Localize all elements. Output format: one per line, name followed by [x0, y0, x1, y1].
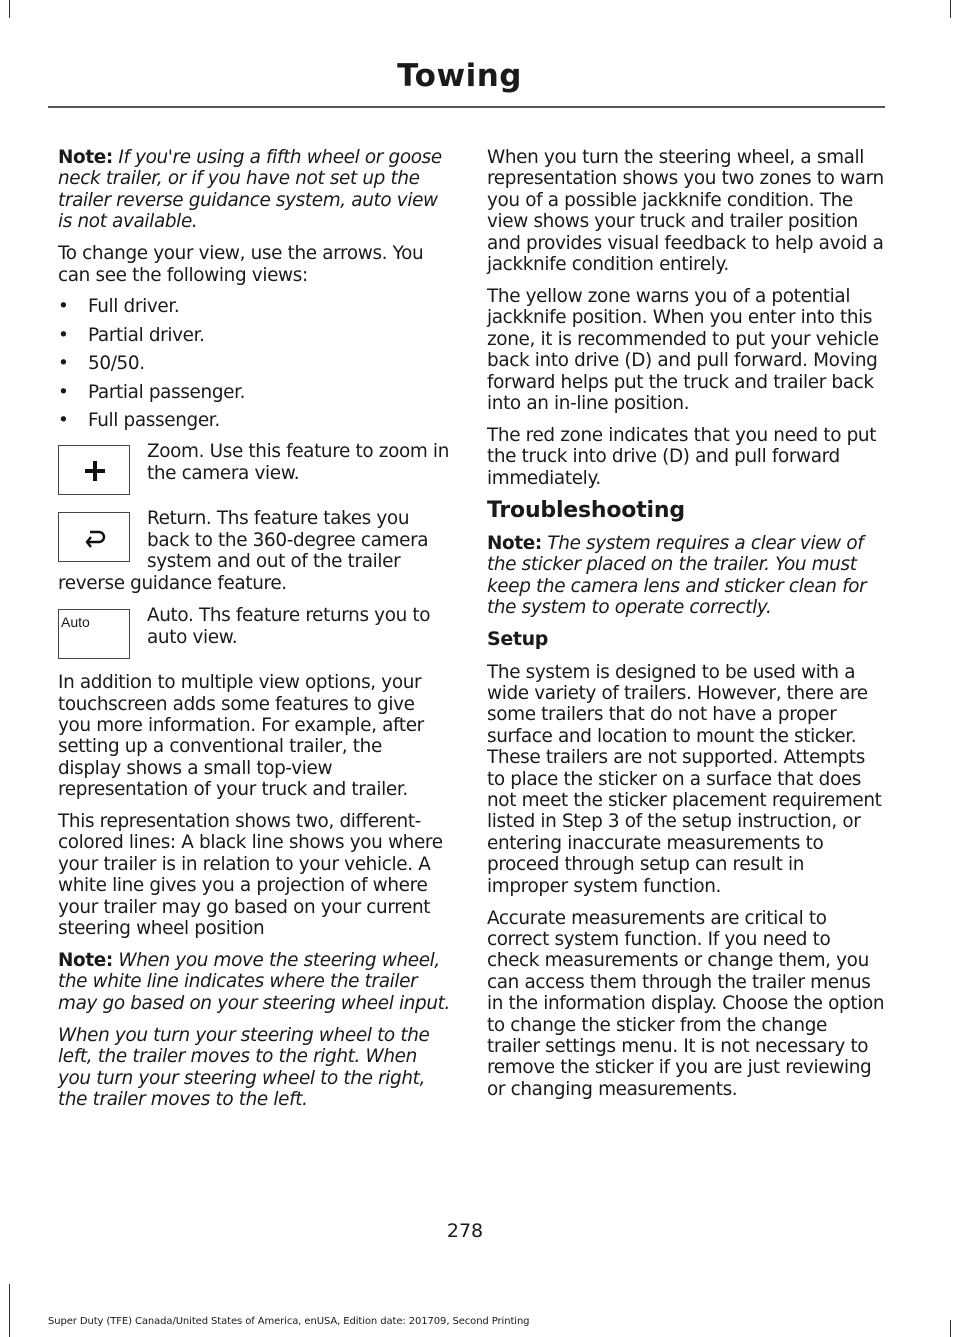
yellow-zone-paragraph: The yellow zone warns you of a potential jackknife position. When you enter into this zone, it is recommended to put your vehicle back into drive (D) and pull forward. Moving forward helps put the truck and trailer back into an in-line position.	[487, 285, 879, 414]
note-paragraph	[487, 533, 885, 619]
note-text: When you move the steering wheel, the white line indicates where the trailer may go based on your steering wheel input.	[58, 949, 450, 1014]
return-text: Return. Ths feature takes you back to the 360-degree camera system and out of the trailer reverse guidance feature.	[58, 508, 429, 594]
return-arrow-icon	[82, 525, 108, 551]
page-number: 278	[446, 1220, 484, 1242]
lines-paragraph: This representation shows two, different-colored lines: A black line shows you where your trailer is in relation to your vehicle. A white line gives you a projection of where your trailer may go based on your current steering wheel position	[58, 811, 443, 940]
auto-description	[58, 605, 450, 661]
crop-mark-top-left	[9, 0, 10, 18]
turn-paragraph: When you turn the steering wheel, a small representation shows you two zones to warn you of a possible jackknife condition. The view shows your truck and trailer position and provides visual feedback to help avoid a jackknife condition entirely.	[487, 147, 884, 276]
measurements-paragraph: Accurate measurements are critical to correct system function. If you need to check measurements or change them, you can access them through the trailer menus in the information display. Choose the option to change the sticker from the change trailer settings menu. It is not necessary to remove the sticker if you are just reviewing or changing measurements.	[487, 907, 885, 1100]
page-title: Towing	[397, 58, 522, 94]
note-paragraph	[58, 147, 450, 233]
note-text: The system requires a clear view of the sticker placed on the trailer. You must keep the camera lens and sticker clean for the system to operate correctly.	[487, 533, 867, 619]
note-label: Note:	[58, 147, 113, 168]
setup-heading: Setup	[487, 628, 549, 651]
list-item: • 50/50.	[58, 353, 450, 374]
views-intro: To change your view, use the arrows. You can see the following views:	[58, 243, 424, 286]
plus-icon	[82, 458, 108, 484]
list-item: • Full passenger.	[58, 410, 450, 431]
footer-edition-text: Super Duty (TFE) Canada/United States of America, enUSA, Edition date: 201709, Second Printing	[48, 1316, 530, 1327]
note-paragraph	[58, 950, 450, 1014]
touchscreen-paragraph: In addition to multiple view options, your touchscreen adds some features to give you more information. For example, after setting up a conventional trailer, the display shows a small top-view representation of your truck and trailer.	[58, 672, 424, 801]
zoom-text: Zoom. Use this feature to zoom in the camera view.	[147, 441, 449, 484]
right-column	[487, 147, 885, 1111]
zoom-button-illustration	[58, 445, 130, 495]
auto-icon: Auto	[61, 614, 90, 631]
zoom-description	[58, 441, 450, 497]
list-item: • Full driver.	[58, 296, 450, 317]
troubleshooting-heading: Troubleshooting	[487, 497, 685, 523]
list-item: • Partial passenger.	[58, 382, 450, 403]
header-divider	[48, 106, 885, 108]
crop-mark-bottom-left	[9, 1284, 10, 1337]
setup-paragraph: The system is designed to be used with a wide variety of trailers. However, there are some trailers that do not have a proper surface and location to mount the sticker. These trailers are not supported. Attempts to place the sticker on a surface that does not meet the sticker placement requirement listed in Step 3 of the setup instruction, or entering inaccurate measurements to proceed through setup can result in improper system function.	[487, 661, 882, 897]
return-button-illustration	[58, 512, 130, 562]
steering-paragraph: When you turn your steering wheel to the left, the trailer moves to the right. When you turn your steering wheel to the right, the trailer moves to the left.	[58, 1024, 430, 1110]
list-item: • Partial driver.	[58, 325, 450, 346]
note-label: Note:	[487, 533, 542, 554]
auto-button-illustration	[58, 609, 130, 659]
auto-text: Auto. Ths feature returns you to auto view.	[147, 605, 431, 648]
note-text: If you're using a fifth wheel or goose neck trailer, or if you have not set up the trailer reverse guidance system, auto view is not available.	[58, 147, 442, 233]
left-column	[58, 147, 450, 1121]
views-list	[58, 296, 450, 431]
crop-mark-bottom-right	[950, 1320, 951, 1337]
return-description	[58, 508, 450, 594]
crop-mark-top-right	[950, 0, 951, 18]
red-zone-paragraph: The red zone indicates that you need to put the truck into drive (D) and pull forward immediately.	[487, 424, 877, 489]
note-label: Note:	[58, 949, 113, 971]
